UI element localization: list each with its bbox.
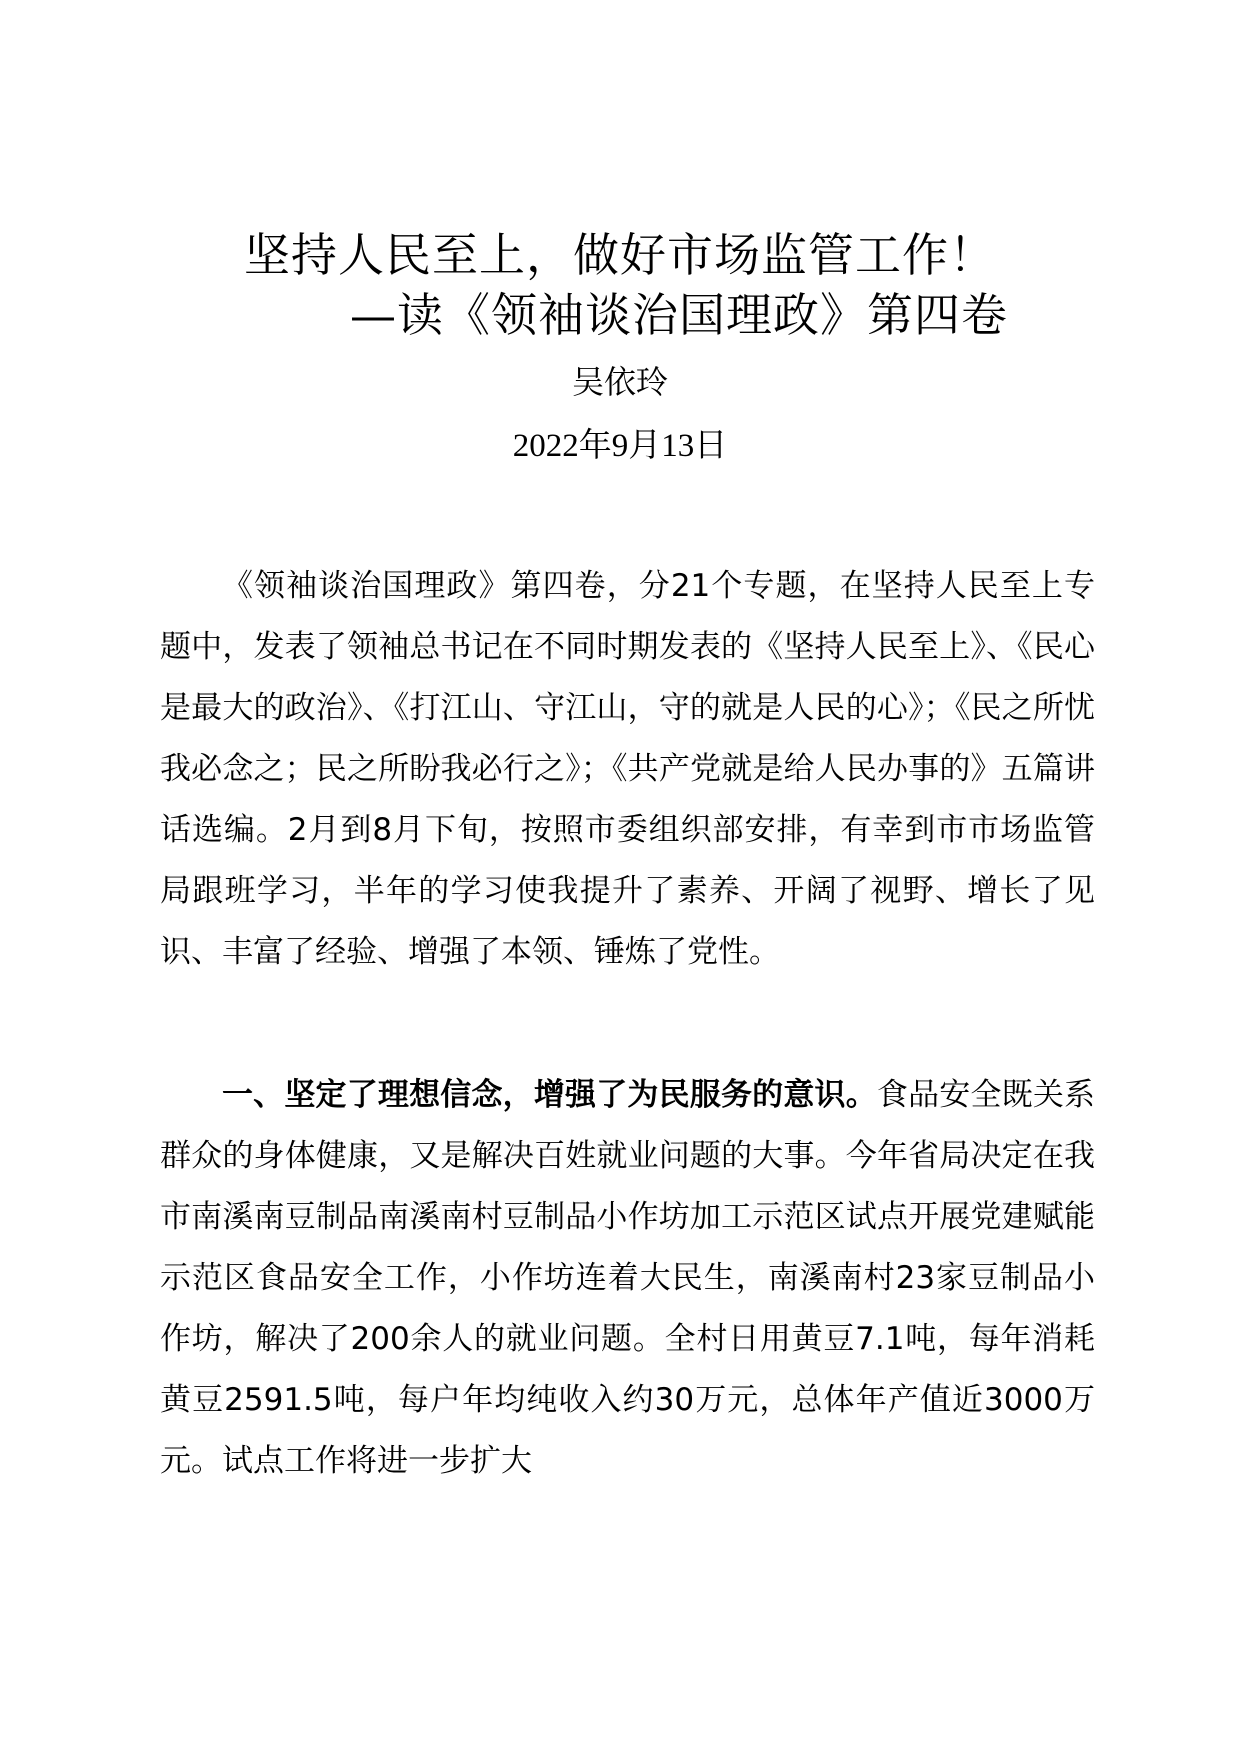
section-text: 食品安全既关系群众的身体健康，又是解决百姓就业问题的大事。今年省局决定在我市南溪南豆制品南溪南村豆制品小作坊加工示范区试点开展党建赋能示范区食品安全工作，小作坊连着大民生，南溪南村23家豆制品小作坊，解决了200余人的就业问题。全村日用黄豆7.1吨，每年消耗黄豆2591.5吨，每户年均纯收入约30万元，总体年产值近3000万元。试点工作将进一步扩大 [160, 1077, 1096, 1479]
document-date: 2022年9月13日 [512, 428, 728, 464]
document-title: 坚持人民至上，做好市场监管工作！ [244, 228, 996, 282]
body-paragraph-section1 [160, 1065, 1095, 1492]
section-heading: 一、坚定了理想信念，增强了为民服务的意识。 [222, 1077, 877, 1113]
author-name: 吴依玲 [571, 363, 668, 401]
body-paragraph-intro: 《领袖谈治国理政》第四卷，分21个专题，在坚持人民至上专题中，发表了领袖总书记在不同时期发表的《坚持人民至上》、《民心是最大的政治》、《打江山、守江山，守的就是人民的心》；《民之所忧我必念之；民之所盼我必行之》；《共产党就是给人民办事的》五篇讲话选编。2月到8月下旬，按照市委组织部安排，有幸到市市场监管局跟班学习，半年的学习使我提升了素养、开阔了视野、增长了见识、丰富了经验、增强了本领、锤炼了党性。 [160, 568, 1095, 970]
document-subtitle: —读《领袖谈治国理政》第四卷 [350, 288, 1008, 342]
